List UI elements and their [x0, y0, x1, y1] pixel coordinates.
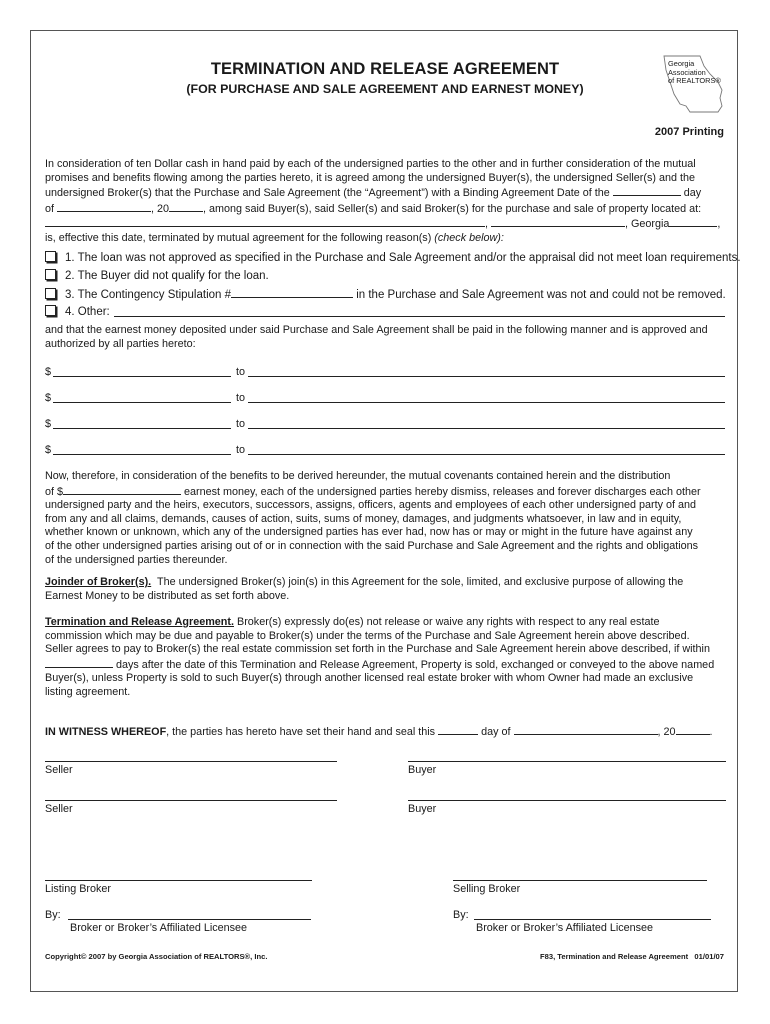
- joinder-heading: Joinder of Broker(s).: [45, 576, 152, 588]
- release-line-6: of the other undersigned parties arising out of or in connection with the said Purchase and Sale Agreement and the rights and obligations: [45, 539, 699, 552]
- reason-1-checkbox[interactable]: [45, 251, 56, 262]
- release-line-2: of $ earnest money, each of the undersigned parties hereby dismiss, releases and forever discharges each other: [45, 485, 701, 498]
- joinder-paragraph: [45, 576, 726, 603]
- form-number: F83, Termination and Release Agreement 01/01/07: [539, 952, 724, 961]
- reason-4-checkbox[interactable]: [45, 305, 56, 316]
- property-zip-field[interactable]: [669, 216, 717, 227]
- selling-by-label: By:: [453, 909, 469, 921]
- joinder-line-1: Joinder of Broker(s). The undersigned Broker(s) join(s) in this Agreement for the sole, limited, and exclusive purpose of allowing the: [45, 576, 684, 588]
- contingency-number-field[interactable]: [231, 287, 353, 298]
- payee-field-3[interactable]: [248, 428, 725, 429]
- seller-2-label: Seller: [45, 803, 73, 815]
- property-address-field[interactable]: [45, 216, 485, 227]
- witness-line: IN WITNESS WHEREOF, the parties has hereto have set their hand and seal this day of , 20 .: [45, 726, 713, 738]
- earnest-line-2: authorized by all parties hereto:: [45, 337, 196, 350]
- dollar-sign-4: $: [45, 444, 52, 456]
- amount-field-4[interactable]: [53, 454, 231, 455]
- earnest-line-1: and that the earnest money deposited under said Purchase and Sale Agreement shall be paid in the following manner and is approved and: [45, 324, 708, 336]
- intro-line-1: In consideration of ten Dollar cash in hand paid by each of the undersigned parties to the other and in further consideration of the mutual: [45, 158, 696, 170]
- logo-line-3: of REALTORS®: [668, 76, 721, 86]
- reason-4: 4. Other:: [45, 305, 110, 320]
- seller-1-label: Seller: [45, 764, 73, 776]
- reason-1: 1. The loan was not approved as specified in the Purchase and Sale Agreement and/or the appraisal did not meet loan requirements.: [45, 251, 741, 266]
- buyer-1-signature-line[interactable]: [408, 761, 726, 762]
- seller-1-signature-line[interactable]: [45, 761, 337, 762]
- release-line-5: whether known or unknown, which any of the undersigned parties has ever had, now has or may or might in the future have against any: [45, 526, 693, 539]
- amount-field-1[interactable]: [53, 376, 231, 377]
- intro-line-2: promises and benefits flowing among the parties hereto, it is agreed among the undersigned Buyer(s), the undersigned Seller(s) and the: [45, 171, 695, 184]
- witness-month-field[interactable]: [514, 724, 658, 735]
- joinder-line-2: Earnest Money to be distributed as set forth above.: [45, 589, 290, 602]
- reason-3-checkbox[interactable]: [45, 288, 56, 299]
- selling-broker-label: Selling Broker: [453, 883, 521, 895]
- document-title: TERMINATION AND RELEASE AGREEMENT: [210, 60, 560, 78]
- intro-paragraph: [45, 158, 726, 246]
- termination-line-3: Seller agrees to pay to Broker(s) the real estate commission set forth in the Purchase and Sale Agreement herein above described, if within: [45, 643, 710, 656]
- days-within-field[interactable]: [45, 657, 113, 668]
- document-subtitle: (FOR PURCHASE AND SALE AGREEMENT AND EARNEST MONEY): [186, 82, 584, 96]
- release-line-4: from any and all claims, demands, causes of action, suits, sums of money, damages, and judgments whatsoever, in law and in equity,: [45, 512, 682, 525]
- termination-line-4: days after the date of this Termination and Release Agreement, Property is sold, exchanged or conveyed to the above named: [45, 657, 726, 673]
- binding-year-field[interactable]: [169, 201, 203, 212]
- reason-2: 2. The Buyer did not qualify for the loan.: [45, 269, 269, 284]
- termination-line-1: Termination and Release Agreement. Broker(s) expressly do(es) not release or waive any rights with respect to any real estate: [45, 616, 660, 628]
- dollar-sign-3: $: [45, 418, 52, 430]
- termination-line-5: Buyer(s), unless Property is sold to such Buyer(s) through another licensed real estate broker with whom Owner had made an exclusive: [45, 672, 694, 685]
- reason-2-checkbox[interactable]: [45, 269, 56, 280]
- listing-broker-line[interactable]: [45, 880, 312, 881]
- selling-licensee-label: Broker or Broker’s Affiliated Licensee: [476, 922, 654, 934]
- amount-field-3[interactable]: [53, 428, 231, 429]
- binding-day-field[interactable]: [613, 185, 681, 196]
- intro-line-5: , , Georgia ,: [45, 216, 726, 232]
- reason-3: 3. The Contingency Stipulation # in the Purchase and Sale Agreement was not and could not be removed.: [45, 287, 726, 303]
- copyright-notice: Copyright© 2007 by Georgia Association of REALTORS®, Inc.: [45, 952, 268, 961]
- listing-licensee-label: Broker or Broker’s Affiliated Licensee: [70, 922, 248, 934]
- selling-broker-line[interactable]: [453, 880, 707, 881]
- payee-field-4[interactable]: [248, 454, 725, 455]
- release-line-7: of the undersigned parties thereunder.: [45, 553, 228, 566]
- logo-line-2: Association: [668, 67, 706, 77]
- property-city-field[interactable]: [491, 216, 625, 227]
- georgia-realtors-logo: [660, 54, 730, 118]
- witness-year-field[interactable]: [676, 724, 710, 735]
- other-reason-field[interactable]: [114, 316, 725, 317]
- buyer-2-label: Buyer: [408, 803, 437, 815]
- logo-line-1: Georgia: [668, 59, 695, 68]
- termination-line-6: listing agreement.: [45, 685, 131, 698]
- termination-heading: Termination and Release Agreement.: [45, 616, 234, 628]
- earnest-paragraph: [45, 324, 726, 351]
- earnest-total-field[interactable]: [63, 484, 181, 495]
- to-label-4: to: [236, 444, 246, 456]
- listing-licensee-line[interactable]: [68, 919, 311, 920]
- to-label-1: to: [236, 366, 246, 378]
- dollar-sign-2: $: [45, 392, 52, 404]
- termination-paragraph: [45, 616, 726, 700]
- to-label-2: to: [236, 392, 246, 404]
- seller-2-signature-line[interactable]: [45, 800, 337, 801]
- intro-line-3: undersigned Broker(s) that the Purchase and Sale Agreement (the “Agreement”) with a Binding Agreement Date of the day: [45, 187, 702, 200]
- to-label-3: to: [236, 418, 246, 430]
- binding-month-field[interactable]: [57, 201, 151, 212]
- listing-broker-label: Listing Broker: [45, 883, 112, 895]
- payee-field-2[interactable]: [248, 402, 725, 403]
- release-line-3: undersigned party and the heirs, executors, successors, assigns, officers, agents and employees of each other undersigned party of and: [45, 499, 696, 512]
- intro-line-6: is, effective this date, terminated by mutual agreement for the following reason(s) (check below):: [45, 231, 504, 244]
- printing-year: 2007 Printing: [654, 126, 724, 138]
- release-line-1: Now, therefore, in consideration of the benefits to be derived hereunder, the mutual covenants contained herein and the distribution: [45, 470, 671, 482]
- payee-field-1[interactable]: [248, 376, 725, 377]
- release-paragraph: [45, 470, 726, 567]
- listing-by-label: By:: [45, 909, 61, 921]
- termination-line-2: commission which may be due and payable to Broker(s) under the terms of the Purchase and Sale Agreement herein above described.: [45, 629, 690, 642]
- intro-line-4: of , 20 , among said Buyer(s), said Seller(s) and said Broker(s) for the purchase and sale of property located at:: [45, 202, 702, 215]
- selling-licensee-line[interactable]: [474, 919, 711, 920]
- dollar-sign-1: $: [45, 366, 52, 378]
- buyer-2-signature-line[interactable]: [408, 800, 726, 801]
- witness-day-field[interactable]: [438, 724, 478, 735]
- buyer-1-label: Buyer: [408, 764, 437, 776]
- amount-field-2[interactable]: [53, 402, 231, 403]
